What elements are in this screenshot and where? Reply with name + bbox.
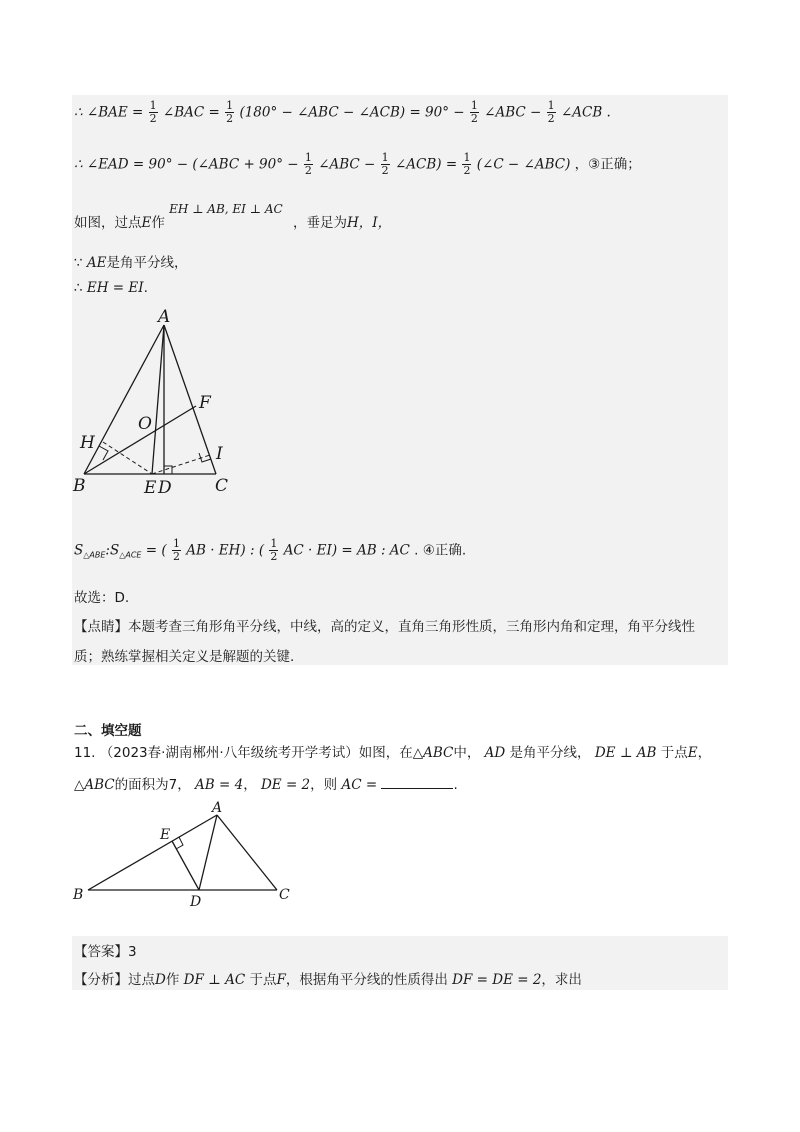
question-text: ， <box>177 777 191 793</box>
analysis-text: 于点 <box>249 972 277 988</box>
eq2-part: (∠C − ∠ABC) <box>476 156 571 173</box>
area-tail: . ④正确. <box>414 542 467 559</box>
label-b: B <box>73 476 86 496</box>
label-b: B <box>73 887 84 903</box>
line3-text: 如图，过点 <box>74 215 142 231</box>
text-line-3 <box>74 197 391 231</box>
area-symbol: S <box>74 542 84 559</box>
question-text: 于点 <box>660 745 688 761</box>
eq1-part: ∠ABC − <box>484 104 542 121</box>
eq1-part: ∠BAC = <box>162 104 220 121</box>
label-a: A <box>212 800 223 816</box>
line5-text: . <box>143 280 148 296</box>
eq1-tail: ∠ACB . <box>560 104 611 121</box>
answer-blank[interactable] <box>381 776 453 789</box>
question-text: 是角平分线， <box>509 745 591 761</box>
question-text: . <box>453 777 458 793</box>
line3-point: E <box>141 215 152 231</box>
area-part: AB · EH) : ( <box>186 542 265 559</box>
area-symbol: :S <box>105 542 120 559</box>
question-math: DE = 2 <box>260 777 311 793</box>
analysis-math: DF ⊥ AC <box>183 972 246 988</box>
question-math: △ABC <box>74 777 115 793</box>
analysis-math: F <box>276 972 286 988</box>
question-source: （2023春·湖南郴州·八年级统考开学考试）如图，在 <box>99 745 413 761</box>
label-c: C <box>215 476 229 496</box>
fraction: $\frac{1}{2}$ <box>172 537 180 563</box>
question-math: AD <box>484 745 506 761</box>
label-e: E <box>144 478 157 498</box>
side-ab <box>84 325 164 474</box>
therefore-symbol: ∴ <box>74 280 83 296</box>
fraction: $\frac{1}{2}$ <box>381 151 389 177</box>
line3-feet: H，I， <box>346 215 392 231</box>
right-angle-h <box>99 446 108 460</box>
label-h: H <box>80 433 95 453</box>
side-ac <box>217 815 277 890</box>
eq2-tail: ，③正确； <box>574 156 641 173</box>
eq2-part: ∠ABC − <box>318 156 376 173</box>
comment-line-1: 【点睛】本题考查三角形角平分线，中线，高的定义，直角三角形性质，三角形内角和定理，角平分线性 <box>74 619 695 635</box>
fraction: $\frac{1}{2}$ <box>470 99 478 125</box>
line3-math: EH ⊥ AB, EI ⊥ AC <box>169 202 283 216</box>
segment-ei <box>152 455 210 474</box>
segment-de <box>172 841 199 890</box>
area-subscript: △ABE <box>83 550 106 560</box>
question-text: ，则 <box>310 777 338 793</box>
fraction: $\frac{1}{2}$ <box>270 537 278 563</box>
text-line-5 <box>74 280 148 296</box>
because-symbol: ∵ <box>74 255 83 271</box>
area-subscript: △ACE <box>119 550 142 560</box>
analysis-line <box>74 968 582 988</box>
fraction: $\frac{1}{2}$ <box>463 151 471 177</box>
question-value: 7 <box>168 777 178 793</box>
triangle-figure-1 <box>72 305 252 500</box>
label-f: F <box>199 393 211 413</box>
eq1-part: (180° − ∠ABC − ∠ACB) = 90° − <box>239 104 465 121</box>
line4-text: 是角平分线， <box>106 255 188 271</box>
equation-line-2 <box>74 152 641 177</box>
fraction: $\frac{1}{2}$ <box>304 151 312 177</box>
label-o: O <box>138 414 152 434</box>
analysis-math: D <box>155 972 166 988</box>
line5-math: EH = EI <box>86 280 144 296</box>
analysis-text: ，根据角平分线的性质得出 <box>285 972 448 988</box>
question-math: △ABC <box>412 745 454 761</box>
eq2-part: ∠ACB) = <box>394 156 458 173</box>
area-ratio-line <box>74 538 466 563</box>
side-ab <box>88 815 217 890</box>
question-math: AB = 4 <box>195 777 244 793</box>
label-a: A <box>158 307 171 327</box>
line3-text: ，垂足为 <box>292 215 347 231</box>
label-c: C <box>279 887 290 903</box>
fraction: $\frac{1}{2}$ <box>547 99 555 125</box>
label-i: I <box>216 444 223 464</box>
comment-line-2: 质；熟练掌握相关定义是解题的关键. <box>74 649 295 665</box>
line4-math: AE <box>86 255 107 271</box>
choice-line: 故选：D. <box>74 590 130 606</box>
eq2-lead: ∴ ∠EAD = 90° − (∠ABC + 90° − <box>74 156 299 173</box>
area-part: = ( <box>145 542 167 559</box>
analysis-math: DF = DE = 2 <box>452 972 542 988</box>
right-angle-d <box>164 466 172 474</box>
question-math: AC = <box>341 777 378 793</box>
question-text: 中， <box>453 745 481 761</box>
question-text: ， <box>243 777 257 793</box>
fraction: $\frac{1}{2}$ <box>226 99 234 125</box>
question-math: DE ⊥ AB <box>594 745 657 761</box>
question-line-2 <box>74 773 458 793</box>
question-text: ， <box>697 745 712 761</box>
segment-ae <box>152 325 164 474</box>
area-part: AC · EI) = AB : AC <box>283 542 410 559</box>
label-e: E <box>160 827 171 843</box>
line3-text: 作 <box>151 215 165 231</box>
section-title: 二、填空题 <box>74 723 142 739</box>
label-d: D <box>190 894 202 908</box>
eq1-lead: ∴ ∠BAE = <box>74 104 144 121</box>
question-text: 的面积为 <box>114 777 169 793</box>
analysis-text: ，求出 <box>541 972 582 988</box>
analysis-text: 作 <box>165 972 180 988</box>
fraction: $\frac{1}{2}$ <box>149 99 157 125</box>
text-line-4 <box>74 251 188 271</box>
question-line-1 <box>74 741 711 761</box>
analysis-text: 【分析】过点 <box>74 972 155 988</box>
equation-line-1 <box>74 100 611 125</box>
segment-ad <box>199 815 217 890</box>
label-d: D <box>158 478 172 498</box>
question-math: E <box>687 745 698 761</box>
triangle-figure-2 <box>70 798 300 908</box>
question-number: 11. <box>74 745 96 761</box>
answer-line: 【答案】3 <box>74 944 137 960</box>
